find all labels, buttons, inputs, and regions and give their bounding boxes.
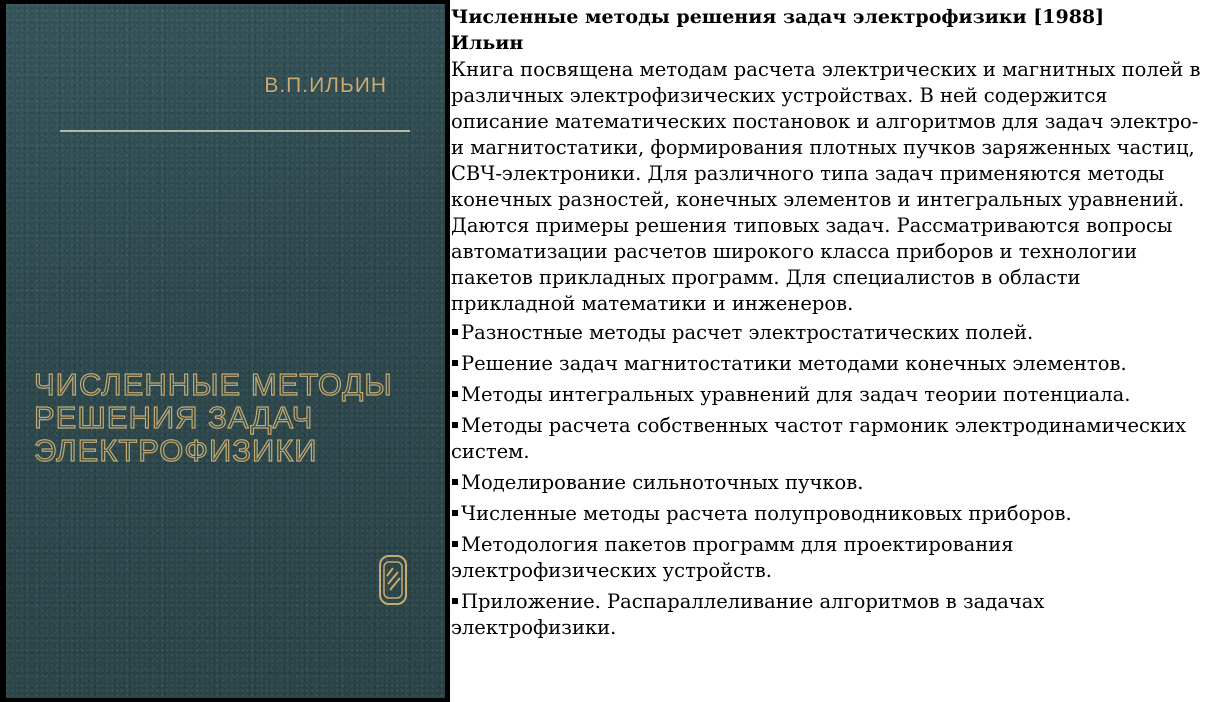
bullet-icon [452, 391, 458, 397]
cover-title-line: РЕШЕНИЯ ЗАДАЧ [34, 400, 314, 435]
contents-item-text: Моделирование сильноточных пучков. [461, 471, 864, 494]
list-item [451, 413, 1209, 465]
contents-item-text: Методы интегральных уравнений для задач теории потенциала. [461, 383, 1131, 406]
bullet-icon [452, 360, 458, 366]
contents-item-text: Разностные методы расчет электростатических полей. [461, 321, 1034, 344]
list-item [451, 470, 1209, 496]
book-title: Численные методы решения задач электрофизики [1988] [451, 6, 1105, 28]
publisher-logo-icon [378, 554, 408, 606]
contents-item-text: Приложение. Распараллеливание алгоритмов в задачах электрофизики. [451, 590, 1045, 639]
bullet-icon [452, 541, 458, 547]
bullet-icon [452, 510, 458, 516]
cover-title-line: ЭЛЕКТРОФИЗИКИ [34, 433, 318, 468]
bullet-icon [452, 329, 458, 335]
cover-title-line: ЧИСЛЕННЫЕ МЕТОДЫ [34, 367, 393, 402]
list-item [451, 532, 1209, 584]
book-info-panel [450, 0, 1217, 702]
book-author: Ильин [451, 32, 524, 54]
cover-divider [60, 130, 410, 132]
cover-author: В.П.ИЛЬИН [264, 74, 387, 97]
bullet-icon [452, 479, 458, 485]
contents-list [451, 320, 1209, 641]
list-item [451, 501, 1209, 527]
bullet-icon [452, 598, 458, 604]
list-item [451, 382, 1209, 408]
list-item [451, 351, 1209, 377]
contents-item-text: Численные методы расчета полупроводниковых приборов. [461, 502, 1072, 525]
bullet-icon [452, 422, 458, 428]
book-description: Книга посвящена методам расчета электрических и магнитных полей в различных электрофизических устройствах. В ней содержится описание математических постановок и алгоритмов для задач электро- и магнитостатики, формирования плотных пучков заряженных частиц, СВЧ-электроники. Для различного типа задач применяются методы конечных разностей, конечных элементов и интегральных уравнений. Даются примеры решения типовых задач. Рассматриваются вопросы автоматизации расчетов широкого класса приборов и технологии пакетов прикладных программ. Для специалистов в области прикладной математики и инженеров. [451, 58, 1201, 315]
list-item [451, 589, 1209, 641]
cover-title [34, 368, 434, 467]
list-item [451, 320, 1209, 346]
contents-item-text: Решение задач магнитостатики методами конечных элементов. [461, 352, 1127, 375]
contents-item-text: Методы расчета собственных частот гармоник электродинамических систем. [451, 414, 1187, 463]
contents-item-text: Методология пакетов программ для проектирования электрофизических устройств. [451, 533, 1014, 582]
book-cover [6, 4, 445, 698]
